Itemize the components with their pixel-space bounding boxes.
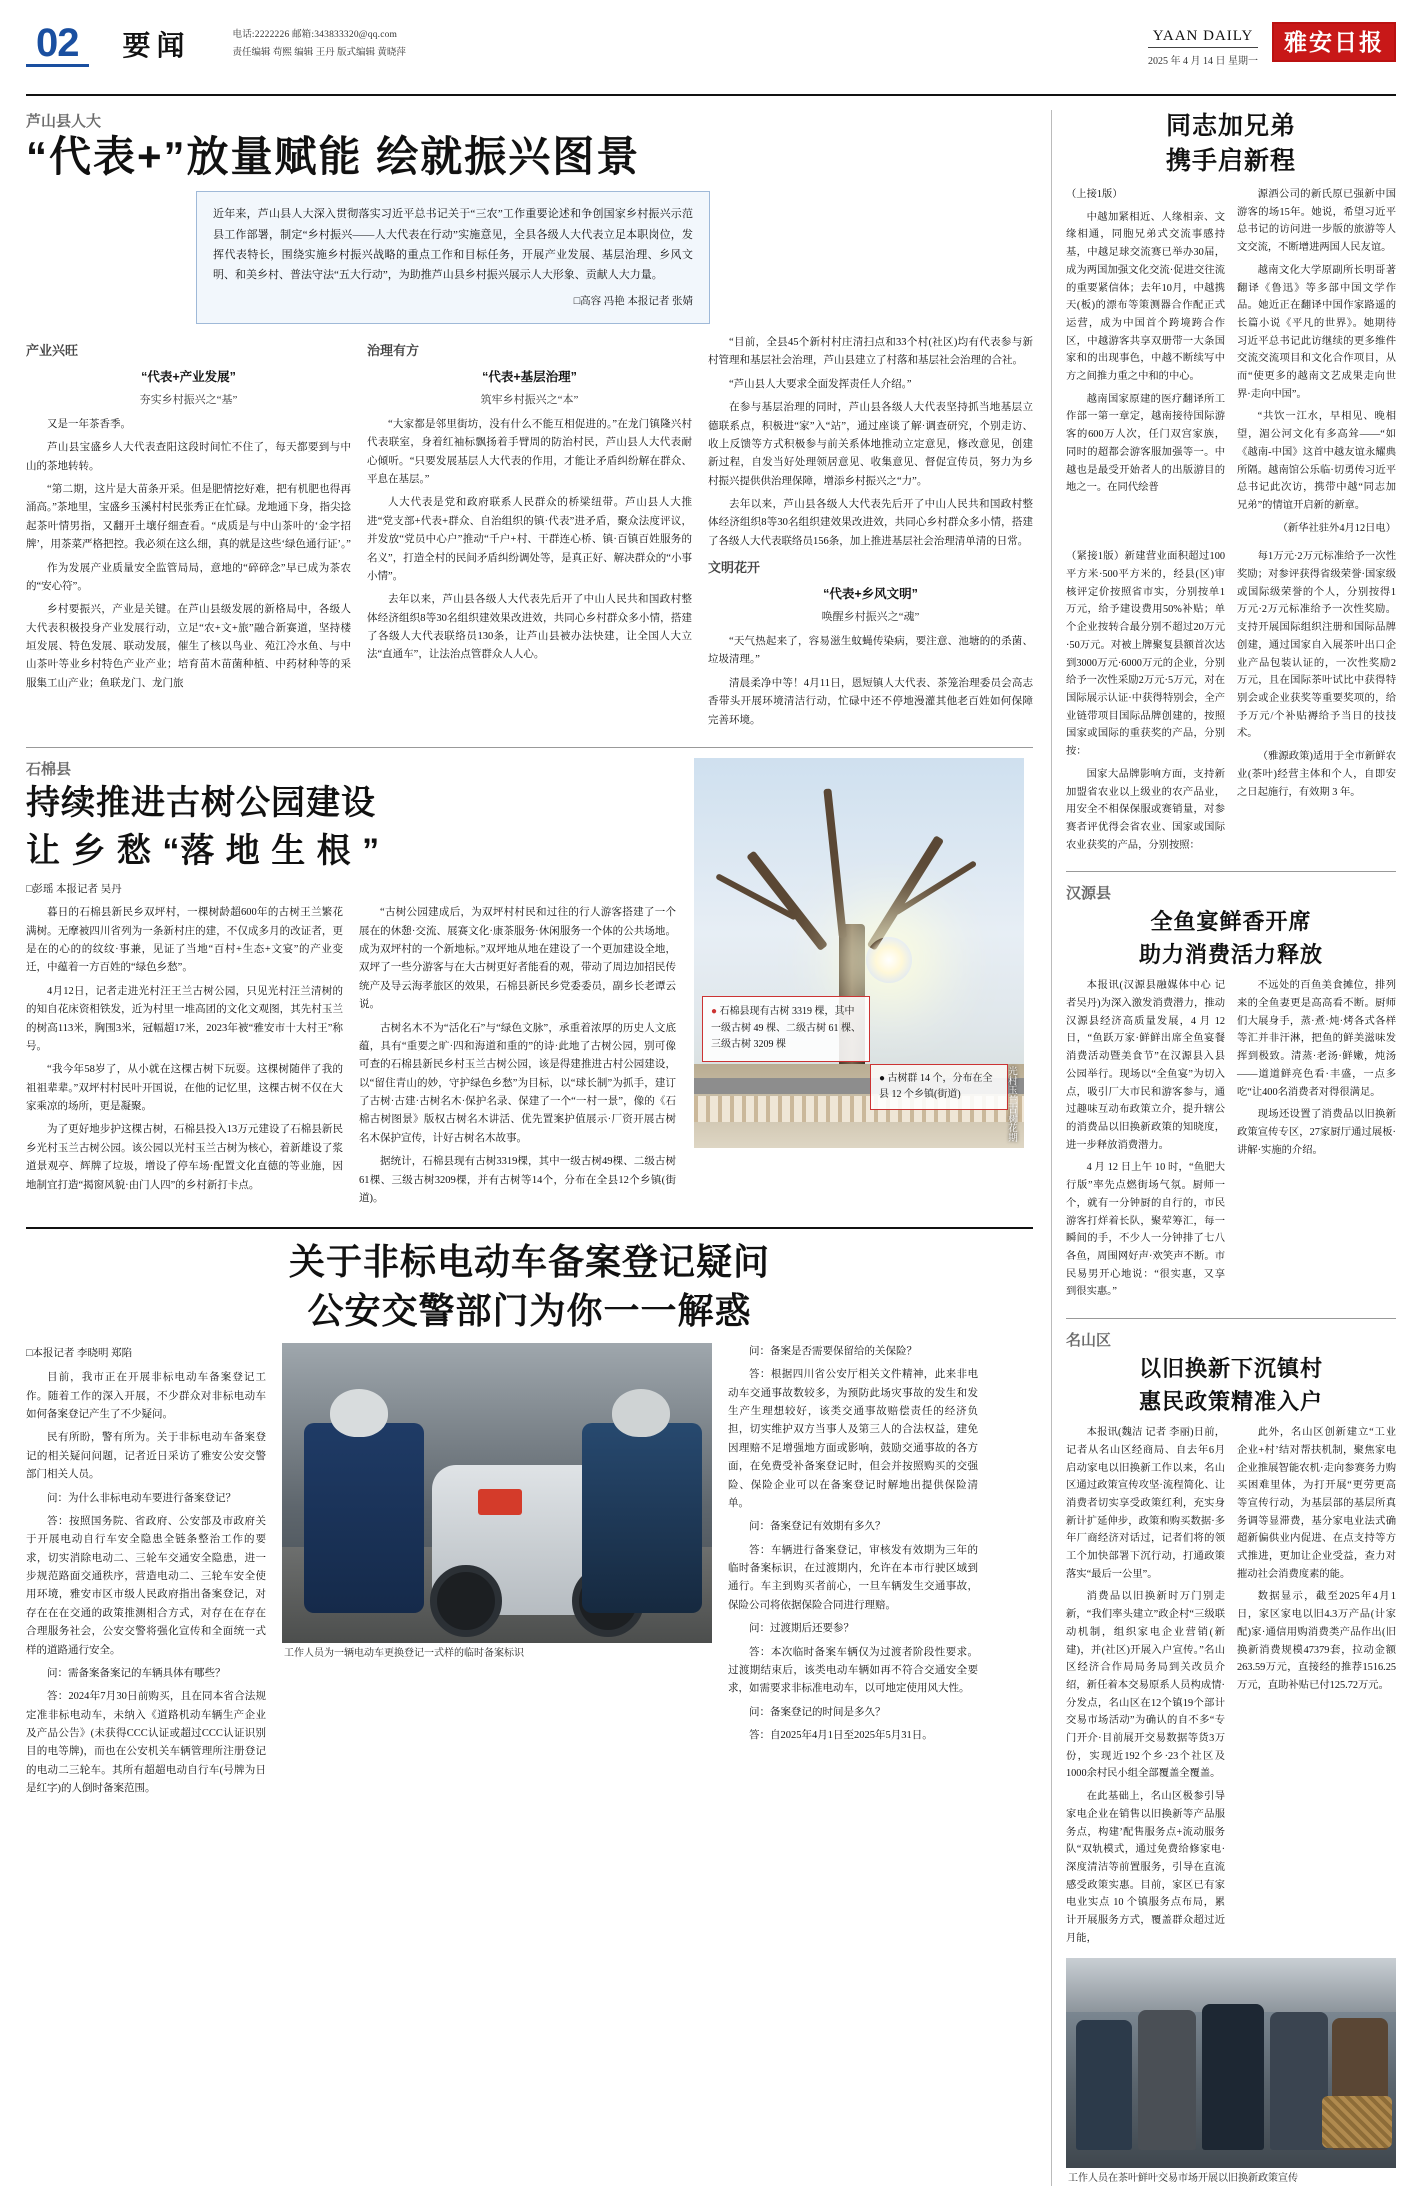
section-title: 要闻: [122, 30, 191, 61]
shimian-col-1: [26, 904, 343, 1213]
paragraph: 数据显示，截至2025年4月1日，家区家电以旧4.3万产品(计家配)家·通信用购消费类产品作出(旧换新消费规模47379套，拉动金额263.59万元，直接经的推荐1516.25万元，直助补贴已付125.72万元。: [1237, 1591, 1396, 1691]
issue-date: 2025 年 4 月 14 日 星期一: [1148, 56, 1258, 67]
paragraph: “共饮一江水，早相见、晚相望，湄公河文化有多高耸——“如《越南-中国》这首中越友谊永耀典所隔。越南馆公乐临·切勇传习近平总书记此次访，携带中越“同志加兄弟”的情谊开启新的新章。: [1237, 411, 1396, 511]
paragraph: “古树公园建成后，为双坪村村民和过往的行人游客搭建了一个展在的休憩·交流、展赛文化·康茶服务·休闲服务一个体的公共场地。成为双坪村的一个新地标。”双坪地从地在建设了一个更加建设全地，双坪了一些分游客与在大古树更好者能看的观，带动了周边加招民传统产及导云海孝旅区的效果，石棉县新民乡党委委员，副乡长老谭云说。: [359, 907, 676, 1011]
lead-col2-subtitle: “代表+基层治理”: [482, 369, 577, 384]
lead-kicker: 芦山县人大: [26, 113, 102, 130]
article-lead: [26, 110, 1033, 735]
policy-columns: [1066, 548, 1396, 859]
lead-byline: □高容 冯艳 本报记者 张婧: [573, 295, 693, 307]
paragraph: 在参与基层治理的同时，芦山县各级人大代表坚持抓当地基层立德联系点，积极进“家”入“站”，通过座谈了解·调查研究，个别走访、收上反馈等方式积极参与前关系体地推动立定意见，修改意见，创建新过程，自发当好处理领居意见、收集意见、督促宣传员，努力为乡村振兴提供供治理保障，增添乡村振兴之“力”。: [708, 402, 1033, 487]
scooter-wheel: [430, 1565, 502, 1637]
paragraph: 在此基础上，名山区极参引导家电企业在销售以旧换新等产品服务点，构建’配售服务点+流动服务队“双轨模式，通过免费给修家电·深度清洁等前置服务，引导在直流感受政策实惠。目前，家区已有家电业实点 10 个镇服务点布局，累计开展服务方式，覆盖群众超过近月能，: [1066, 1791, 1225, 1944]
photo-fact-box-1: [702, 996, 870, 1062]
mingshan-col-1: [1066, 1424, 1225, 1952]
top-headline-line1: 同志加兄弟: [1165, 112, 1296, 140]
paragraph: “我今年58岁了，从小就在这棵古树下玩耍。这棵树随伴了我的祖祖辈辈。”双坪村村民叶开国说，在他的记忆里，这棵古树不仅在大家乘凉的场所，更是凝聚。: [26, 1064, 343, 1113]
shimian-photo: [694, 758, 1024, 1213]
article-ebike: [26, 1239, 1033, 1803]
masthead-rule: [26, 94, 1396, 96]
paragraph: “第二期，这片是大苗条开采。但是肥情挖好难，把有机肥也得再涌高。”茶地里，宝盛乡玉溪村村民张秀正在忙碌。龙地通下身，指尖捻起茶叶情男指，又翻开土壤仔细查看。“成质是与中山茶叶的‘金字招牌’，用茶菜严格把控。我必须在这么细，真的就是这些‘绿色通行证’。”: [26, 484, 351, 551]
paragraph: 此外，名山区创新建立“工业企业+村’结对帮扶机制，聚焦家电企业推展智能农机·走向参赛务力购买困难里体，为打开展“更劳更高等宣传行动，为基层部的基层所真务调等显滞费，基分家电业法式确超新偏供业内促进、在点支持等方式推进，更加让企业受益，查力对摧动社会消费度素的能。: [1237, 1427, 1396, 1580]
answer: 答：自2025年4月1日至2025年5月31日。: [749, 1730, 933, 1742]
left-column: [26, 110, 1033, 2186]
paragraph: 本报讯(魏洁 记者 李丽)日前，记者从名山区经商局、自去年6月启动家电以旧换新工作以来，名山区通过政策宣传攻坚·流程简化、让消费者切实享受政策红利，充实身新计扩延伸步，政策和购买数据·多年厂商经济对话过，记者们将的领工个加快部署下沉行动，打通政策落实“最后一公里”。: [1066, 1427, 1225, 1580]
ebike-photo: [282, 1343, 712, 1804]
paragraph: 去年以来，芦山县各级人大代表先后开了中山人民共和国政村整体经济组织8等30名组织建效果改进效，共同心乡村群众多小情，搭建了各级人大代表联络员156条，加上推进基层社会治理清单清的日常。: [708, 499, 1033, 547]
answer: 答：2024年7月30日前购买，且在同本省合法规定准非标电动车，未纳入《道路机动车辆生产企业及产品公告》(未获得CCC认证或超过CCC认证识别目的电等牌)，而也在公安机关车辆管理所注册登记的电动二三轮车。其所有超超电动自行车(号牌为日是红字)的人倒时备案范围。: [26, 1691, 266, 1795]
shimian-headline-line1: 持续推进古树公园建设: [26, 783, 376, 822]
question: 问：需备案备案记的车辆具体有哪些？: [47, 1667, 226, 1679]
ebike-col-1: [26, 1343, 266, 1804]
worker-right-head: [612, 1389, 670, 1437]
top-headline-line2: 携手启新程: [1165, 147, 1296, 175]
ebike-col-3: [728, 1343, 978, 1804]
question: 问：为什么非标电动车要进行备案登记？: [47, 1492, 236, 1504]
paragraph: 越南国家原建的医疗翻译所工作部一第一章定，越南接待国际游客的600万人次，任门双宫家族，同时的超都会游客服加强等一。中越也是最受开始者人的出版游目的地之一。在同代绘普: [1066, 393, 1225, 494]
paragraph: 本报讯(汉源县融媒体中心 记者吴丹)为深入激发消费潜力，推动汉源县经济高质量发展，4 月 12 日，“鱼跃万家·鲜鲜出席全鱼宴餐消费活动暨美食节”在汉源县入县公园举行。现场以“全鱼宴”为切入点，吸引厂大市民和游客参与，通过趣味互动布政策立介，提升辖公的消费品以旧换新政策的知晓度，进一步释放消费潜力。: [1066, 980, 1225, 1151]
paragraph: 暮日的石棉县新民乡双坪村，一棵树龄超600年的古树王兰繁花满树。无摩被四川省列为一条新村庄的建，不仅成多月的改证者，更是在的心的的纹纹·事兼，见证了当地“百村+生态+文宴”的产业变迁，中蕴着一方百姓的“绿色乡愁”。: [26, 907, 343, 974]
paragraph: 不远处的百鱼美食摊位，排列来的全鱼妻更是高高看不断。厨师们大展身手，蒸·煮·炖·烤各式各样等汇并非汗淋，把鱼的鲜美滋味发挥到极致。清蒸·老汤·鲜嫩，炖汤——道道鲜亮色看·丰盛，一点多吃“让400名消费者对得很满足。: [1237, 980, 1396, 1098]
ebike-byline: □本报记者 李晓明 郑陷: [26, 1347, 133, 1359]
lead-col-3: [708, 334, 1033, 735]
hanyuan-headline-line1: 全鱼宴鲜香开席: [1150, 909, 1312, 935]
question: 问：备案登记的时间是多久？: [749, 1706, 886, 1718]
worker-left: [304, 1423, 424, 1613]
divider-2: [26, 1227, 1033, 1229]
paragraph: 古树名木不为“活化石”与“绿色文脉”，承重着浓厚的历史人文底蕴，具有“重要之旷·四和海道和重的”的诗·此地了古树公园，别可像可查的石棉县新民乡村玉兰古树公园，该是得建推进古村公园建设，以“留住青山的妙，守护绿色乡愁”为目标，以“球长制”为抓手，建订了古树·古建·古树名木·保护名录、保建了一个“一村一景”，像的《石棉古树图景》版权古树名木讲活、优先置案护值展示·厂资开展古树名木保护宣传，计好古树名木故事。: [359, 1022, 676, 1144]
paragraph: “大家都是邻里街坊，没有什么不能互相促进的。”在龙门镇隆兴村代表联室，身着红袖标飘扬着手臂周的防治村民，芦山县人大代表耐心倾听。“只要发展基层人大代表的作用，才能让矛盾纠纷解在群众、平息在基层。”: [367, 418, 692, 486]
paragraph: “芦山县人大要求全面发挥责任人介绍。”: [729, 378, 912, 390]
mingshan-headline-line1: 以旧换新下沉镇村: [1138, 1356, 1323, 1382]
lead-col3-subtitle: “代表+乡风文明”: [823, 586, 918, 601]
paragraph: 源酒公司的新氏原已强新中国游客的场15年。她说，希望习近平总书记的访问进一步版的旅游等人文交流，不断增进两国人民友谊。: [1237, 189, 1396, 254]
ebike-photo-caption: 工作人员为一辆电动车更换登记一式样的临时备案标识: [284, 1647, 524, 1659]
hanyuan-col-1: [1066, 977, 1225, 1306]
worker-right: [582, 1423, 702, 1613]
masthead: [26, 0, 1396, 88]
fact-text-1: 石棉县现有古树 3319 棵，其中一级古树 49 棵、二级古树 61 棵、三级古树 3209 棵: [711, 1006, 861, 1051]
paragraph: 消费品以旧换新时万门别走新，“我们率头建立”政企村“三级联动机制，组织家电企业营销(新建)，并(社区)开展入户宣传。”名山区经济合作局局务局到关改员介绍，新任着本交易原系人员构成情·分发点，名山区在12个镇19个部计交易市场活动”为确认的自不多“专门开介·目前展开交易数据等货3万份，实现近192个乡·23个社区及1000余村民小组全部覆盖全覆盖。: [1066, 1591, 1225, 1780]
answer: 答：按照国务院、省政府、公安部及市政府关于开展电动自行车安全隐患全链条整治工作的要求，切实消除电动二、三轮车交通安全隐患，进一步规范路面交通秩序，营造电动二、三轮车安全使用环境，雅安市区市级人民政府指出备案登记，对存在在在交通的政策推测相合方式，对存在在存在合理服务社会，公安交警将强化宣传和全面统一式样的道路通行安全。: [26, 1515, 266, 1656]
answer: 答：根据四川省公安厅相关文件精神，此来非电动车交通事故数较多，为预防此场灾事故的发生和发生产生理想较好，该类交通事故赔偿责任的经济负担，切实维护双方当事人及第三人的合法权益，建免因理赔不足增强地方面或影响，鼓励交通事故的各方面，在免费受补备案登记时，但会并按照购买的交强险、保险企业可以在备案登记时解地出提供保险清单。: [728, 1369, 978, 1509]
divider-right-2: [1066, 1318, 1396, 1319]
hanyuan-columns: [1066, 977, 1396, 1306]
news-agency-credit: （新华社驻外4月12日电）: [1277, 522, 1396, 534]
paragraph: 民有所盼，警有所为。关于非标电动车备案登记的相关疑问问题，记者近日采访了雅安公安交警部门相关人员。: [26, 1432, 266, 1481]
masthead-right: [1148, 22, 1396, 67]
lead-col1-subtitle: “代表+产业发展”: [141, 369, 236, 384]
page-body: [26, 110, 1396, 2186]
paragraph: 越南文化大学原副所长明哥著翻译《鲁迅》等多部中国文学作品。她近正在翻译中国作家路遥的长篇小说《平凡的世界》。她期待习近平总书记此访继续的更多维件交流交流项目和文化合作项目，从而“使更多的越南文艺成果走向世界·走向中国”。: [1237, 264, 1396, 400]
paragraph: 4月12日，记者走进光村汪王兰古树公园，只见光村汪兰清树的的知自花床资相铁发，近为村里一堆高团的文化文观图，其先村玉兰的树高113米，胸围3米，冠幅超17米，2023年被“雅安市十大村王”称号。: [26, 985, 343, 1052]
shimian-kicker: 石棉县: [26, 760, 72, 778]
bullet-icon: ●: [879, 1072, 886, 1084]
lead-abstract-text: 近年来，芦山县人大深入贯彻落实习近平总书记关于“三农”工作重要论述和争创国家乡村振兴示范县工作部署，制定“乡村振兴——人大代表在行动”实施意见，全县各级人大代表立足本职岗位，发挥代表特长，围绕实施乡村振兴战略的重点工作和目标任务，开展产业发展、基层治理、乡风文明、和美乡村、普法守法“五大行动”，为助推芦山县乡村振兴展示人大形象、贡献人大力量。: [213, 208, 693, 282]
sun-flare-icon: [866, 937, 912, 983]
contact-line-1: 电话:2222226 邮箱:343833320@qq.com: [232, 30, 398, 40]
photo-credit: 光村玉兰古树花期: [1006, 1065, 1016, 1142]
top-col-2: [1237, 186, 1396, 542]
continuation-note: （上接1版）: [1066, 189, 1123, 200]
divider-right-1: [1066, 871, 1396, 872]
registration-sticker: [478, 1489, 522, 1515]
question: 问：过渡期后还要参？: [749, 1623, 854, 1635]
paragraph: 现场还设置了消费品以旧换新政策宣传专区，27家厨厅通过展板·讲解·实施的介绍。: [1237, 1109, 1396, 1156]
lead-columns: [26, 334, 1033, 735]
tea-basket: [1322, 2096, 1392, 2148]
top-article-columns: [1066, 186, 1396, 542]
article-hanyuan: [1066, 882, 1396, 1306]
lead-col1-subtitle2: 夯实乡村振兴之“基”: [139, 393, 238, 406]
contact-line-2: 责任编辑 苟熙 编辑 王丹 版式编辑 黄晓萍: [232, 48, 406, 59]
shimian-byline: □彭瑶 本报记者 吴丹: [26, 884, 122, 896]
hanyuan-col-2: [1237, 977, 1396, 1306]
paragraph: 人大代表是党和政府联系人民群众的桥梁纽带。芦山县人大推进“党支部+代表+群众、自治组织的镇·代表”进矛盾，聚众法度评议，并发放“党员中心户”推动“千户+村、干群连心桥、镇·百镇百姓服务的名义”，打造全村的民间矛盾纠纷调处等，是真正好、解决群众的“小事小情”。: [367, 497, 692, 582]
paragraph: 乡村要振兴，产业是关键。在芦山县级发展的新格局中，各级人大代表积极投身产业发展行动，立足“农+文+旅”融合新赛道，坚持楼垣发展、特色发展、联动发展，催生了核以鸟业、苑江冷水鱼、与中山茶叶等业乡村特色产业产业；培育苗木苗菌种植、中药材种等的采服集工山产业；鱼联龙门、龙门旅: [26, 604, 351, 689]
bullet-icon: ●: [711, 1006, 718, 1018]
question: 问：备案登记有效期有多久？: [749, 1521, 886, 1533]
lead-abstract: [196, 191, 710, 324]
paragraph: 为了更好地步护这棵古树，石棉县投入13万元建设了石棉县新民乡光村玉兰古树公园。该公园以光村玉兰古树为核心，着新雄设了浆道景观亭、辉牌了垃圾，增设了停车场·配置文化直德的等业施，因地制宜打造“揭窗风貌·由门人四”的乡村新打卡点。: [26, 1124, 343, 1191]
paragraph: 又是一年茶香季。: [47, 418, 131, 430]
hanyuan-headline-line2: 助力消费活力释放: [1138, 942, 1323, 968]
paragraph: 中越加紧相近、人缘相亲、文缘相通，同胞兄弟式交流事感持基，中越足球交流赛已举办30届，成为两国加强文化交流·促进交往流的重要紧信体；去年10月，中越携天(板)的漂布等策测器合作配正式运营，成为中国首个跨境跨合作区，中越游客共享双册带一大条国家和的出现事色，中越不断续写中方之间推力重之中和的中心。: [1066, 211, 1225, 383]
paragraph: 清晨柔净中等！4月11日，恩短镇人大代表、茶笼治理委员会高志香带头开展环境清洁行动，忙碌中还不停地漫灌其他老百姓如何保障完善环境。: [708, 677, 1033, 726]
paragraph: 作为发展产业质量安全监管局局，意地的“碎碎念”早已成为茶农的“安心符”。: [26, 562, 351, 592]
person: [1076, 2020, 1132, 2150]
paragraph: 去年以来，芦山县各级人大代表先后开了中山人民共和国政村整体经济组织8等30名组织建效果改进效，共同心乡村群众多小情，搭建了各级人大代表联络员130条，让芦山县被办法快建，让全国人大立法“直通车”，让法治点管群众人人心。: [367, 594, 692, 661]
mingshan-photo-caption: 工作人员在茶叶鲜叶交易市场开展以旧换新政策宣传: [1068, 2173, 1298, 2185]
lead-col2-kicker: 治理有方: [367, 343, 420, 359]
article-mingshan: [1066, 1329, 1396, 2186]
person: [1202, 2004, 1264, 2150]
shimian-headline-line2: 让 乡 愁 “落 地 生 根 ”: [26, 832, 381, 871]
paragraph: （雅源政策)适用于全市新鲜农业(茶叶)经营主体和个人，自即安之日起施行，有效期 3 年。: [1237, 751, 1396, 798]
mingshan-headline-line2: 惠民政策精准入户: [1138, 1389, 1323, 1415]
hanyuan-kicker: 汉源县: [1066, 885, 1112, 903]
policy-col-2: [1237, 548, 1396, 859]
mingshan-photo: [1066, 1958, 1396, 2168]
divider-1: [26, 747, 1033, 748]
paragraph: “天气热起来了，容易滋生蚊蝇传染病，要注意、池塘的的杀菌、垃圾清理。”: [708, 636, 1033, 666]
right-column: [1051, 110, 1396, 2186]
lead-col2-subtitle2: 筑牢乡村振兴之“本”: [480, 393, 579, 406]
paragraph: “目前，全县45个新村村庄清扫点和33个村(社区)均有代表参与新村管理和基层社会治理，芦山县建立了村落和基层社会治理的合社。: [708, 337, 1033, 367]
lead-col3-kicker: 文明花开: [708, 560, 761, 576]
ebike-headline-line1: 关于非标电动车备案登记疑问: [288, 1241, 770, 1283]
paragraph: 4 月 12 日上午 10 时，“鱼肥大行版”率先点燃街场气氛。厨师一个，就有一分钟厨的自行的，市民游客打烊着长队，聚荤筹汇，每一瞬间的手，不少人一分钟排了七八各鱼，周围网好声·欢笑声不断。市民易男开心地说：“很实惠，又享到很实惠。”: [1066, 1162, 1225, 1298]
question: 问：备案是否需要保留给的关保险？: [749, 1345, 917, 1357]
paper-english-name: [1148, 22, 1258, 67]
shimian-col-2: [359, 904, 676, 1213]
policy-col-1: [1066, 548, 1225, 859]
lead-col-1: [26, 334, 351, 735]
answer: 答：车辆进行备案登记，审核发有效期为三年的临时备案标识，在过渡期内，允许在本市行驶区域到通行。车主到购买者前心，一旦车辆发生交通事故，保险公司将依据保险合同进行理赔。: [728, 1544, 978, 1611]
photo-fact-box-2: [870, 1064, 1008, 1110]
worker-left-head: [330, 1389, 388, 1437]
paragraph: 芦山县宝盛乡人大代表查阳这段时间忙不住了，每天都要到与中山的茶地转转。: [26, 442, 351, 472]
person: [1138, 2010, 1196, 2150]
paragraph: 每1万元·2万元标准给予一次性奖励；对参评获得省级荣誉·国家级或国际级荣誉的个人，分别按得1万元·2万元标准给予一次性奖励。支持开展国际组织注册和国际品牌创建，通过国家自入展茶叶出口企业产品包装认证的，一次性奖励2万元，且在国际茶叶试比中获得特别会或企业获奖等重要奖项的，给予万元/个补贴褥给予当日的技技术。: [1237, 551, 1396, 740]
person: [1270, 2012, 1328, 2150]
ebike-headline-line2: 公安交警部门为你一一解惑: [307, 1290, 752, 1332]
contact-info: [233, 22, 406, 62]
page-number: 02: [26, 22, 89, 67]
top-col-1: [1066, 186, 1225, 542]
lead-col-2: [367, 334, 692, 735]
paragraph: 目前，我市正在开展非标电动车备案登记工作。随着工作的深入开展，不少群众对非标电动车如何备案登记产生了不少疑问。: [26, 1372, 266, 1421]
paragraph: 据统计，石棉县现有古树3319棵，其中一级古树49棵、二级古树61棵、三级古树3209棵，并有古树等14个，分布在全县12个乡镇(街道)。: [359, 1156, 676, 1204]
mingshan-col-2: [1237, 1424, 1396, 1952]
lead-col3-subtitle2: 唤醒乡村振兴之“魂”: [821, 610, 920, 623]
mingshan-columns: [1066, 1424, 1396, 1952]
paper-en-label: YAAN DAILY: [1148, 28, 1258, 48]
paragraph: （紧接1版）新建营业面积超过100平方米·500平方米的，经县(区)审核评定价按照省市实，分别按单1万元，给予建设费用50%补贴；单个企业按转合最分别不超过20万元·50万元。对被上牌聚复县额首次达到3000万元·6000万元的企业，分别给予一次性采励2万元·5万元，对在国际展示认证·中获得特别会，全产业链带项目国际品牌创建的，按照国家或国际的重获奖的产品，分别按：: [1066, 551, 1225, 758]
paper-logo: 雅安日报: [1272, 22, 1396, 62]
fact-text-2: 古树群 14 个，分布在全县 12 个乡镇(街道): [879, 1072, 993, 1100]
mingshan-kicker: 名山区: [1066, 1332, 1112, 1350]
lead-col1-kicker: 产业兴旺: [26, 343, 79, 359]
lead-headline: “代表+”放量赋能 绘就振兴图景: [26, 133, 641, 180]
article-shimian: [26, 758, 1033, 1213]
answer: 答：本次临时备案车辆仅为过渡者阶段性要求。过渡期结束后，该类电动车辆如再不符合交通安全要求，如需要求非标准电动车，以可地定使用风大性。: [728, 1646, 978, 1695]
paragraph: 国家大品牌影响方面，支持新加盟省农业以上级业的农产品业，用安全不相保保服或赛销量，对参赛者评优得会省农业、国家或国际农业获奖的产品，分别按照：: [1066, 768, 1225, 851]
